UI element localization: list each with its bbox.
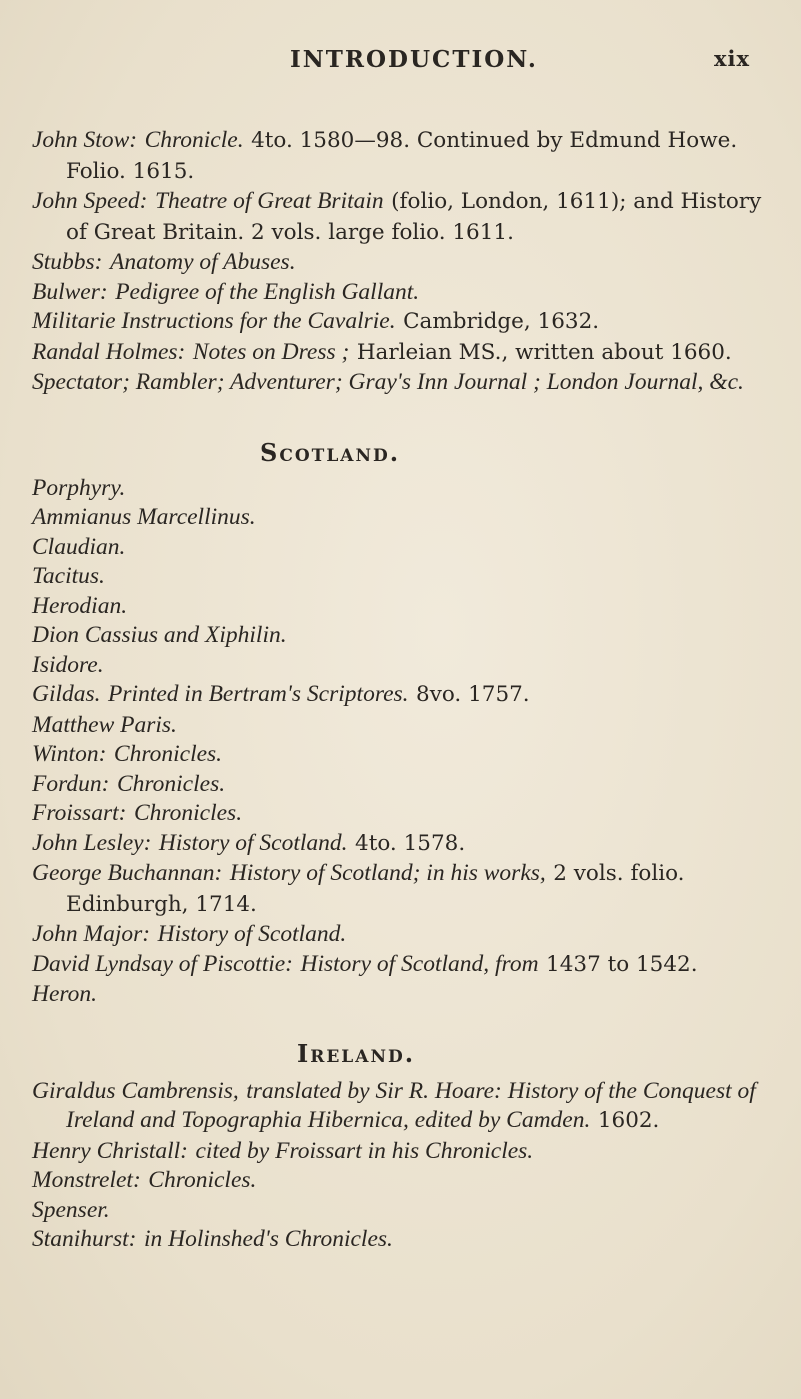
bibliography-list <box>32 125 784 1254</box>
list-item: Monstrelet: Chronicles. <box>32 1167 257 1193</box>
list-item: Dion Cassius and Xiphilin. <box>32 622 287 648</box>
page-number: xix <box>714 46 751 71</box>
list-item: Froissart: Chronicles. <box>32 800 243 826</box>
list-item: Spectator; Rambler; Adventurer; Gray's Inn Journal ; London Journal, &c. <box>32 369 744 395</box>
list-item: Stanihurst: in Holinshed's Chronicles. <box>32 1226 393 1252</box>
list-item: Gildas. Printed in Bertram's Scriptores. 8vo. 1757. <box>32 681 530 707</box>
list-item: George Buchannan: History of Scotland; in his works, 2 vols. folio. Edinburgh, 1714. <box>32 860 685 917</box>
list-item: John Major: History of Scotland. <box>32 921 347 947</box>
running-title: INTRODUCTION. <box>290 46 538 73</box>
list-item: Winton: Chronicles. <box>32 741 223 767</box>
list-item: Matthew Paris. <box>32 711 177 738</box>
list-item: Stubbs: Anatomy of Abuses. <box>32 249 296 275</box>
list-item: Ammianus Marcellinus. <box>32 504 256 530</box>
list-item: David Lyndsay of Piscottie: History of Scotland, from 1437 to 1542. <box>32 950 698 977</box>
section-heading-scotland: Scotland. <box>260 437 401 467</box>
list-item: Tacitus. <box>32 563 105 589</box>
list-item: Spenser. <box>32 1196 110 1223</box>
list-item: Porphyry. <box>32 474 126 501</box>
list-item: Bulwer: Pedigree of the English Gallant. <box>32 278 420 305</box>
section-heading-ireland: Ireland. <box>297 1038 416 1068</box>
list-item: John Speed: Theatre of Great Britain (folio, London, 1611); and History of Great Britain. 2 vols. large folio. 1611. <box>32 188 762 245</box>
list-item: Isidore. <box>32 651 104 678</box>
list-item: John Stow: Chronicle. 4to. 1580—98. Continued by Edmund Howe. Folio. 1615. <box>32 127 738 184</box>
list-item: Giraldus Cambrensis, translated by Sir R. Hoare: History of the Conquest of Ireland and Topographia Hibernica, edited by Camden. 1602. <box>32 1077 756 1133</box>
list-item: Randal Holmes: Notes on Dress ; Harleian MS., written about 1660. <box>32 338 732 365</box>
list-item: Heron. <box>32 981 98 1007</box>
page-header <box>0 46 801 86</box>
list-item: Fordun: Chronicles. <box>32 770 226 797</box>
list-item: Militarie Instructions for the Cavalrie. Cambridge, 1632. <box>32 308 600 334</box>
list-item: Claudian. <box>32 533 126 560</box>
list-item: Henry Christall: cited by Froissart in his Chronicles. <box>32 1137 534 1164</box>
list-item: Herodian. <box>32 592 128 619</box>
list-item: John Lesley: History of Scotland. 4to. 1578. <box>32 829 466 856</box>
